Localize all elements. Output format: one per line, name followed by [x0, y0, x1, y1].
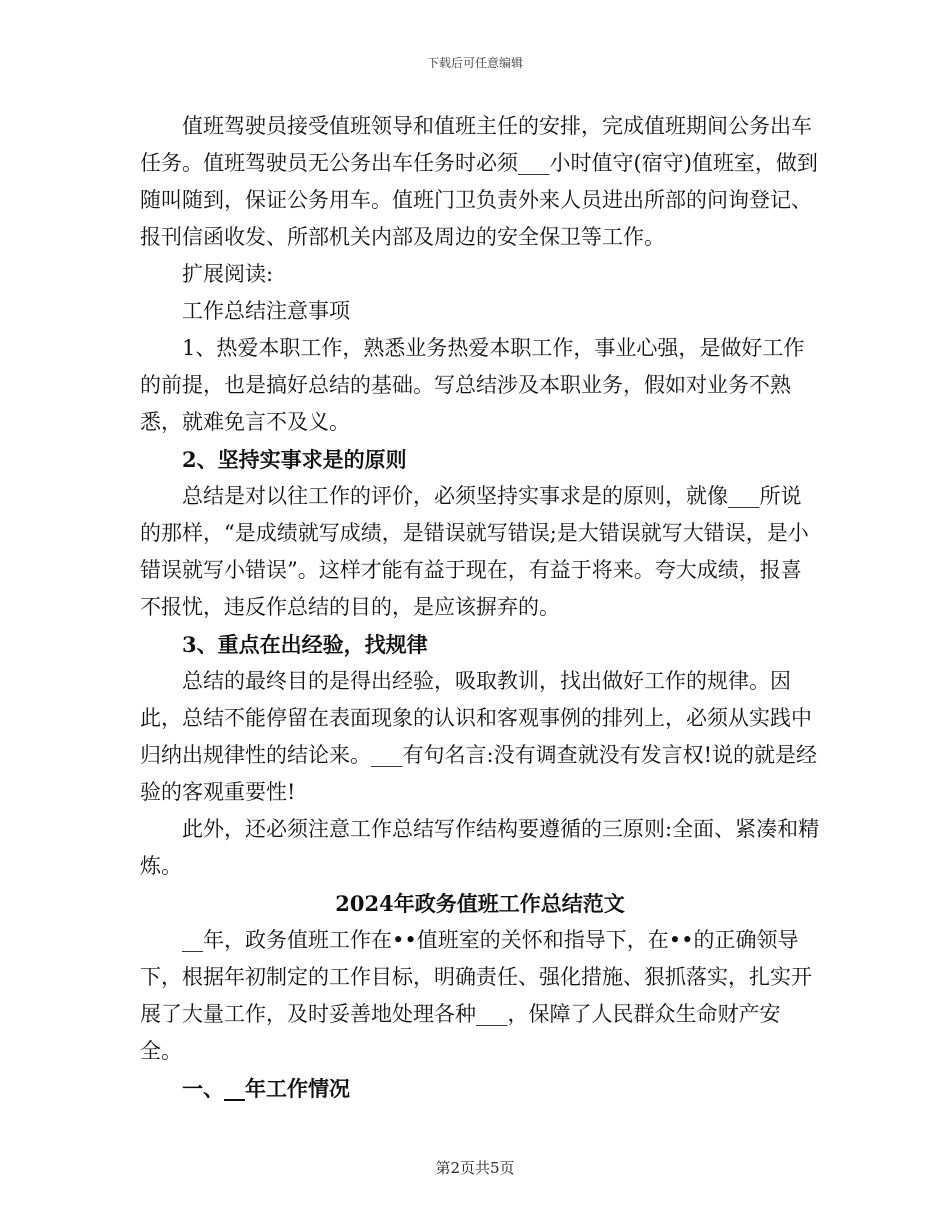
page-header-note: 下载后可任意编辑 [426, 56, 523, 70]
heading-seek-truth: 2、坚持实事求是的原则 [182, 447, 407, 472]
heading-work-status: 一、__年工作情况 [182, 1076, 350, 1101]
paragraph-love-job: 1、热爱本职工作，熟悉业务热爱本职工作，事业心强，是做好工作的前提，也是搞好总结的基础。写总结涉及本职业务，假如对业务不熟悉，就难免言不及义。 [140, 336, 805, 434]
paragraph-experience-rules: 总结的最终目的是得出经验，吸取教训，找出做好工作的规律。因此，总结不能停留在表面现象的认识和客观事例的排列上，必须从实践中归纳出规律性的结论来。___有句名言:没有调查就没有发言权!说的就是经验的客观重要性! [140, 669, 818, 804]
paragraph-extended-reading: 扩展阅读: [182, 262, 274, 286]
paragraph-three-principles: 此外，还必须注意工作总结写作结构要遵循的三原则:全面、紧凑和精炼。 [140, 817, 820, 878]
paragraph-gov-duty-intro: __年，政务值班工作在••值班室的关怀和指导下，在••的正确领导下，根据年初制定的工作目标，明确责任、强化措施、狠抓落实，扎实开展了大量工作，及时妥善地处理各种___，保障了人民群众生命财产安全。 [140, 928, 812, 1063]
document-body [140, 108, 820, 1107]
paragraph-seek-truth: 总结是对以往工作的评价，必须坚持实事求是的原则，就像___所说的那样，“是成绩就写成绩，是错误就写错误;是大错误就写大错误，是小错误就写小错误”。这样才能有益于现在，有益于将来。夸大成绩，报喜不报忧，违反作总结的目的，是应该摒弃的。 [140, 484, 809, 619]
paragraph-summary-notes-title: 工作总结注意事项 [182, 299, 350, 323]
page-number-footer: 第2页共5页 [435, 1159, 515, 1177]
heading-experience-rules: 3、重点在出经验，找规律 [182, 632, 428, 657]
paragraph-duty-driver: 值班驾驶员接受值班领导和值班主任的安排，完成值班期间公务出车任务。值班驾驶员无公务出车任务时必须___小时值守(宿守)值班室，做到随叫随到，保证公务用车。值班门卫负责外来人员进出所部的问询登记、报刊信函收发、所部机关内部及周边的安全保卫等工作。 [140, 114, 818, 249]
section-title: 2024年政务值班工作总结范文 [335, 891, 625, 916]
